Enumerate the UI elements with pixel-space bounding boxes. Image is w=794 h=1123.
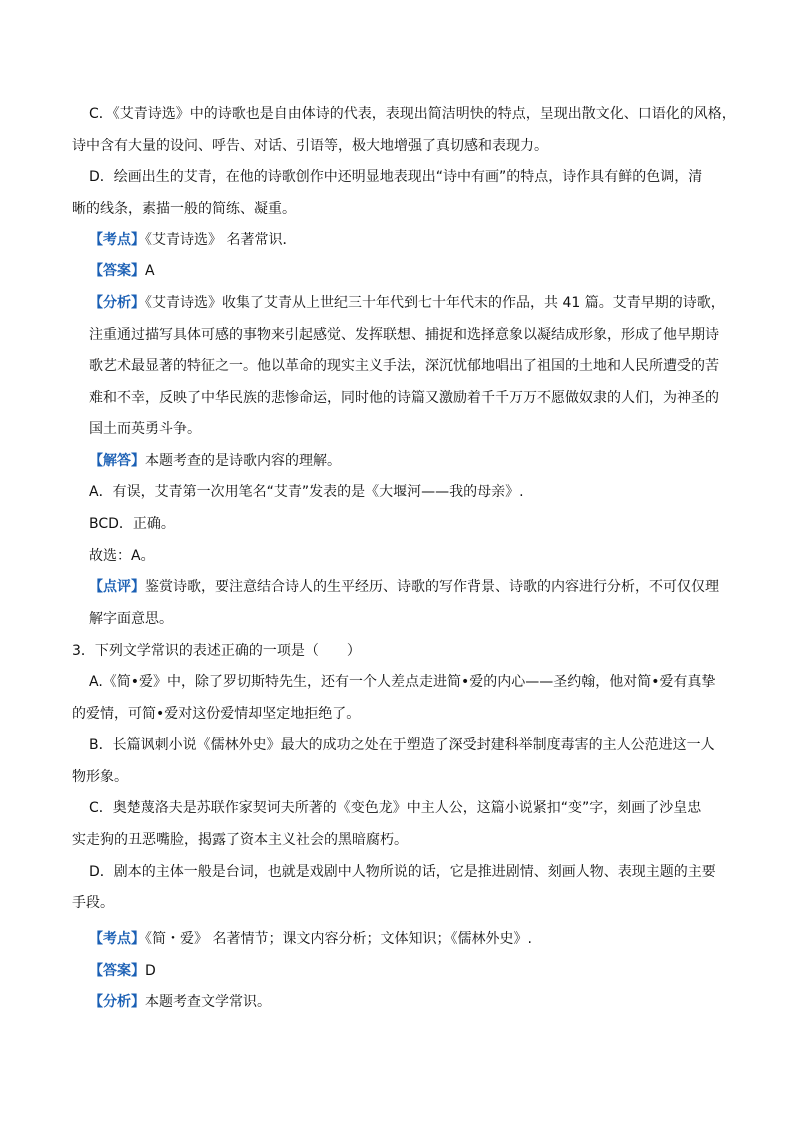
q3-option-c-line-1: C．奥楚蔑洛夫是苏联作家契诃夫所著的《变色龙》中主人公，这篇小说紧扣“变”字，刻画了沙皇忠: [89, 800, 702, 816]
analysis-line-2: 注重通过描写具体可感的事物来引起感觉、发挥联想、捕捉和选择意象以凝结成形象，形成了他早期诗: [89, 327, 719, 343]
analysis-line-4: 难和不幸，反映了中华民族的悲惨命运，同时他的诗篇又激励着千千万万不愿做奴隶的人们，为神圣的: [89, 390, 719, 406]
analysis-line-5: 国土而英勇斗争。: [89, 421, 201, 437]
q3-option-c-line-2: 实走狗的丑恶嘴脸，揭露了资本主义社会的黑暗腐朽。: [72, 832, 408, 848]
option-c-line-2: 诗中含有大量的设问、呼告、对话、引语等，极大地增强了真切感和表现力。: [72, 138, 548, 154]
q3-option-d-line-1: D．剧本的主体一般是台词，也就是戏剧中人物所说的话，它是推进剧情、刻画人物、表现主题的主要: [89, 864, 716, 880]
answer-line: 【答案】A: [89, 263, 155, 279]
solution-line: 【解答】本题考查的是诗歌内容的理解。: [89, 453, 341, 469]
question-3-stem: 3．下列文学常识的表述正确的一项是（ ）: [72, 643, 361, 659]
q3-analysis-line: 【分析】本题考查文学常识。: [89, 994, 271, 1010]
comment-line-2: 解字面意思。: [89, 611, 173, 627]
q3-kaodian-line: 【考点】《简・爱》 名著情节；课文内容分析；文体知识；《儒林外史》.: [89, 931, 532, 947]
solution-a: A．有误，艾青第一次用笔名“艾青”发表的是《大堰河——我的母亲》.: [89, 484, 524, 500]
option-c-line-1: C．《艾青诗选》中的诗歌也是自由体诗的代表，表现出简洁明快的特点，呈现出散文化、口语化的风格，: [89, 106, 736, 122]
option-d-line-2: 晰的线条，素描一般的简练、凝重。: [72, 201, 296, 217]
analysis-line-3: 歌艺术最显著的特征之一。他以革命的现实主义手法，深沉忧郁地唱出了祖国的土地和人民所遭受的苦: [89, 358, 719, 374]
solution-bcd: BCD．正确。: [89, 516, 175, 532]
comment-line-1: 【点评】鉴赏诗歌，要注意结合诗人的生平经历、诗歌的写作背景、诗歌的内容进行分析，不可仅仅理: [89, 579, 719, 595]
q3-option-d-line-2: 手段。: [72, 895, 114, 911]
q3-answer-line: 【答案】D: [89, 963, 156, 979]
analysis-line-1: 【分析】《艾青诗选》收集了艾青从上世纪三十年代到七十年代末的作品，共 41 篇。艾青早期的诗歌，: [89, 295, 725, 311]
kaodian-line: 【考点】《艾青诗选》 名著常识．: [89, 232, 297, 248]
q3-option-a-line-2: 的爱情，可简•爱对这份爱情却坚定地拒绝了。: [72, 706, 361, 722]
q3-option-a-line-1: A.《简•爱》中，除了罗切斯特先生，还有一个人差点走进简•爱的内心——圣约翰，他对简•爱有真挚: [89, 674, 716, 690]
q3-option-b-line-1: B．长篇讽刺小说《儒林外史》最大的成功之处在于塑造了深受封建科举制度毒害的主人公范进这一人: [89, 737, 715, 753]
q3-option-b-line-2: 物形象。: [72, 769, 128, 785]
solution-choice: 故选：A。: [89, 548, 155, 564]
option-d-line-1: D．绘画出生的艾青，在他的诗歌创作中还明显地表现出“诗中有画”的特点，诗作具有鲜的色调，清: [89, 169, 703, 185]
